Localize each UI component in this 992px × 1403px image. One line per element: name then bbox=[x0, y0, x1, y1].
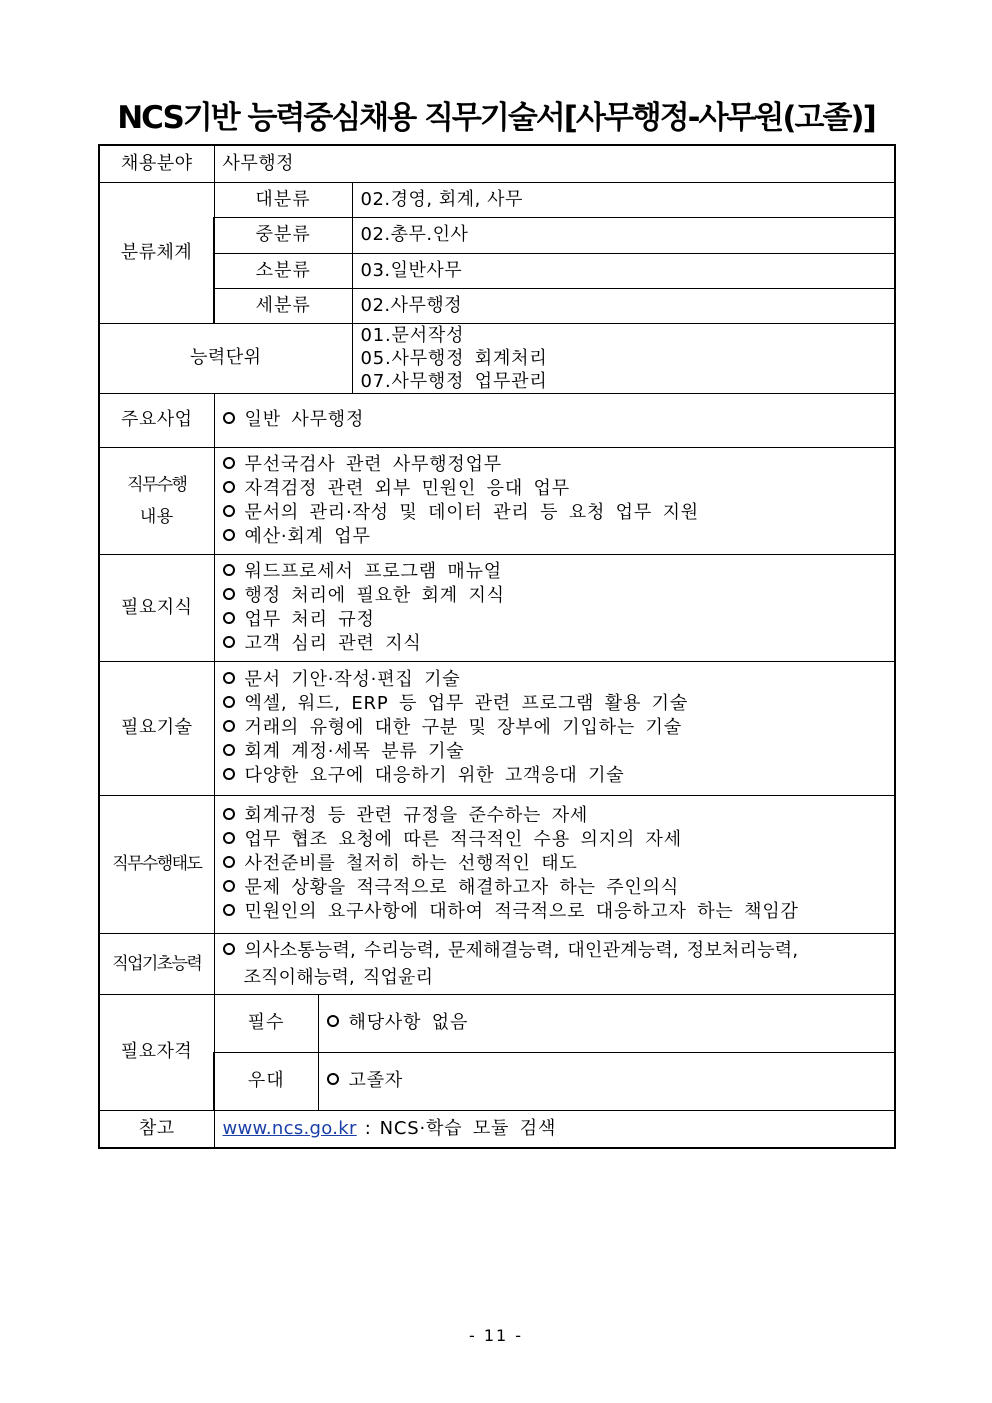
circle-bullet-icon bbox=[223, 412, 235, 424]
ability-units-label: 능력단위 bbox=[99, 323, 352, 393]
circle-bullet-icon bbox=[223, 768, 235, 780]
circle-bullet-icon bbox=[223, 808, 235, 820]
duties-list bbox=[214, 447, 895, 554]
list-item-continuation: 조직이해능력, 직업윤리 bbox=[243, 966, 434, 988]
list-item: 고졸자 bbox=[327, 1069, 889, 1093]
circle-bullet-icon bbox=[223, 904, 235, 916]
field-label: 채용분야 bbox=[99, 145, 214, 182]
list-item: 회계 계정·세목 분류 기술 bbox=[223, 740, 889, 764]
main-business-list bbox=[214, 393, 895, 447]
list-item: 문서 기안·작성·편집 기술 bbox=[223, 668, 889, 692]
qualification-required-value bbox=[318, 994, 895, 1052]
classification-row-4 bbox=[99, 288, 895, 323]
circle-bullet-icon bbox=[223, 832, 235, 844]
circle-bullet-icon bbox=[223, 943, 235, 955]
basic-ability-label: 직업기초능력 bbox=[99, 933, 214, 994]
reference-row bbox=[99, 1110, 895, 1148]
list-item: 워드프로세서 프로그램 매뉴얼 bbox=[223, 560, 889, 584]
qualification-preferred-label: 우대 bbox=[214, 1052, 318, 1110]
list-item: 회계규정 등 관련 규정을 준수하는 자세 bbox=[223, 804, 889, 828]
classification-major-value: 02.경영, 회계, 사무 bbox=[352, 182, 895, 217]
duties-row bbox=[99, 447, 895, 554]
qualification-preferred-row bbox=[99, 1052, 895, 1110]
list-item: 문제 상황을 적극적으로 해결하고자 하는 주인의식 bbox=[223, 876, 889, 900]
circle-bullet-icon bbox=[223, 529, 235, 541]
circle-bullet-icon bbox=[223, 672, 235, 684]
skills-label: 필요기술 bbox=[99, 661, 214, 795]
classification-minor-label: 소분류 bbox=[214, 253, 352, 288]
qualification-required-row bbox=[99, 994, 895, 1052]
list-item: 해당사항 없음 bbox=[327, 1011, 889, 1035]
main-business-row bbox=[99, 393, 895, 447]
knowledge-row bbox=[99, 554, 895, 661]
classification-row-2 bbox=[99, 217, 895, 253]
reference-text: NCS·학습 모듈 검색 bbox=[379, 1117, 557, 1139]
circle-bullet-icon bbox=[223, 588, 235, 600]
main-business-label: 주요사업 bbox=[99, 393, 214, 447]
circle-bullet-icon bbox=[327, 1015, 339, 1027]
skills-list bbox=[214, 661, 895, 795]
duties-label: 직무수행 내용 bbox=[99, 447, 214, 554]
circle-bullet-icon bbox=[223, 636, 235, 648]
list-item: 다양한 요구에 대응하기 위한 고객응대 기술 bbox=[223, 764, 889, 788]
attitude-label: 직무수행태도 bbox=[99, 795, 214, 933]
circle-bullet-icon bbox=[223, 457, 235, 469]
classification-middle-value: 02.총무.인사 bbox=[352, 217, 895, 253]
ability-unit-item: 05.사무행정 회계처리 bbox=[360, 347, 548, 369]
classification-label: 분류체계 bbox=[99, 182, 214, 323]
list-item: 민원인의 요구사항에 대하여 적극적으로 대응하고자 하는 책임감 bbox=[223, 900, 889, 924]
classification-detail-label: 세분류 bbox=[214, 288, 352, 323]
reference-value bbox=[214, 1110, 895, 1148]
field-row bbox=[99, 145, 895, 182]
ability-unit-item: 01.문서작성 bbox=[360, 324, 465, 346]
page-title: NCS기반 능력중심채용 직무기술서[사무행정-사무원(고졸)] bbox=[117, 100, 875, 136]
circle-bullet-icon bbox=[223, 720, 235, 732]
classification-row-3 bbox=[99, 253, 895, 288]
list-item: 예산·회계 업무 bbox=[223, 525, 889, 549]
circle-bullet-icon bbox=[223, 880, 235, 892]
list-item: 일반 사무행정 bbox=[223, 408, 889, 432]
list-item: 업무 처리 규정 bbox=[223, 608, 889, 632]
knowledge-label: 필요지식 bbox=[99, 554, 214, 661]
list-item: 사전준비를 철저히 하는 선행적인 태도 bbox=[223, 852, 889, 876]
basic-ability-list bbox=[214, 933, 895, 994]
circle-bullet-icon bbox=[223, 744, 235, 756]
reference-separator: : bbox=[364, 1117, 372, 1139]
circle-bullet-icon bbox=[223, 481, 235, 493]
list-item: 고객 심리 관련 지식 bbox=[223, 632, 889, 656]
classification-detail-value: 02.사무행정 bbox=[352, 288, 895, 323]
circle-bullet-icon bbox=[327, 1073, 339, 1085]
list-item: 업무 협조 요청에 따른 적극적인 수용 의지의 자세 bbox=[223, 828, 889, 852]
knowledge-list bbox=[214, 554, 895, 661]
reference-label: 참고 bbox=[99, 1110, 214, 1148]
attitude-list bbox=[214, 795, 895, 933]
skills-row bbox=[99, 661, 895, 795]
classification-middle-label: 중분류 bbox=[214, 217, 352, 253]
reference-line bbox=[223, 1117, 889, 1141]
circle-bullet-icon bbox=[223, 696, 235, 708]
circle-bullet-icon bbox=[223, 505, 235, 517]
list-item: 의사소통능력, 수리능력, 문제해결능력, 대인관계능력, 정보처리능력, bbox=[223, 937, 889, 964]
ncs-link[interactable]: www.ncs.go.kr bbox=[222, 1117, 357, 1139]
circle-bullet-icon bbox=[223, 856, 235, 868]
qualification-required-label: 필수 bbox=[214, 994, 318, 1052]
page-number: - 11 - bbox=[468, 1326, 524, 1345]
list-item: 무선국검사 관련 사무행정업무 bbox=[223, 453, 889, 477]
field-value: 사무행정 bbox=[214, 145, 895, 182]
list-item: 행정 처리에 필요한 회계 지식 bbox=[223, 584, 889, 608]
ability-unit-item: 07.사무행정 업무관리 bbox=[360, 370, 548, 392]
circle-bullet-icon bbox=[223, 564, 235, 576]
classification-row-1 bbox=[99, 182, 895, 217]
ability-units-row bbox=[99, 323, 895, 393]
qualifications-label: 필요자격 bbox=[99, 994, 214, 1110]
list-item: 거래의 유형에 대한 구분 및 장부에 기입하는 기술 bbox=[223, 716, 889, 740]
list-item: 자격검정 관련 외부 민원인 응대 업무 bbox=[223, 477, 889, 501]
circle-bullet-icon bbox=[223, 612, 235, 624]
basic-ability-row bbox=[99, 933, 895, 994]
qualification-preferred-value bbox=[318, 1052, 895, 1110]
list-item: 문서의 관리·작성 및 데이터 관리 등 요청 업무 지원 bbox=[223, 501, 889, 525]
attitude-row bbox=[99, 795, 895, 933]
classification-major-label: 대분류 bbox=[214, 182, 352, 217]
ability-units-list bbox=[352, 323, 895, 393]
job-description-table bbox=[98, 144, 896, 1149]
classification-minor-value: 03.일반사무 bbox=[352, 253, 895, 288]
list-item: 엑셀, 워드, ERP 등 업무 관련 프로그램 활용 기술 bbox=[223, 692, 889, 716]
